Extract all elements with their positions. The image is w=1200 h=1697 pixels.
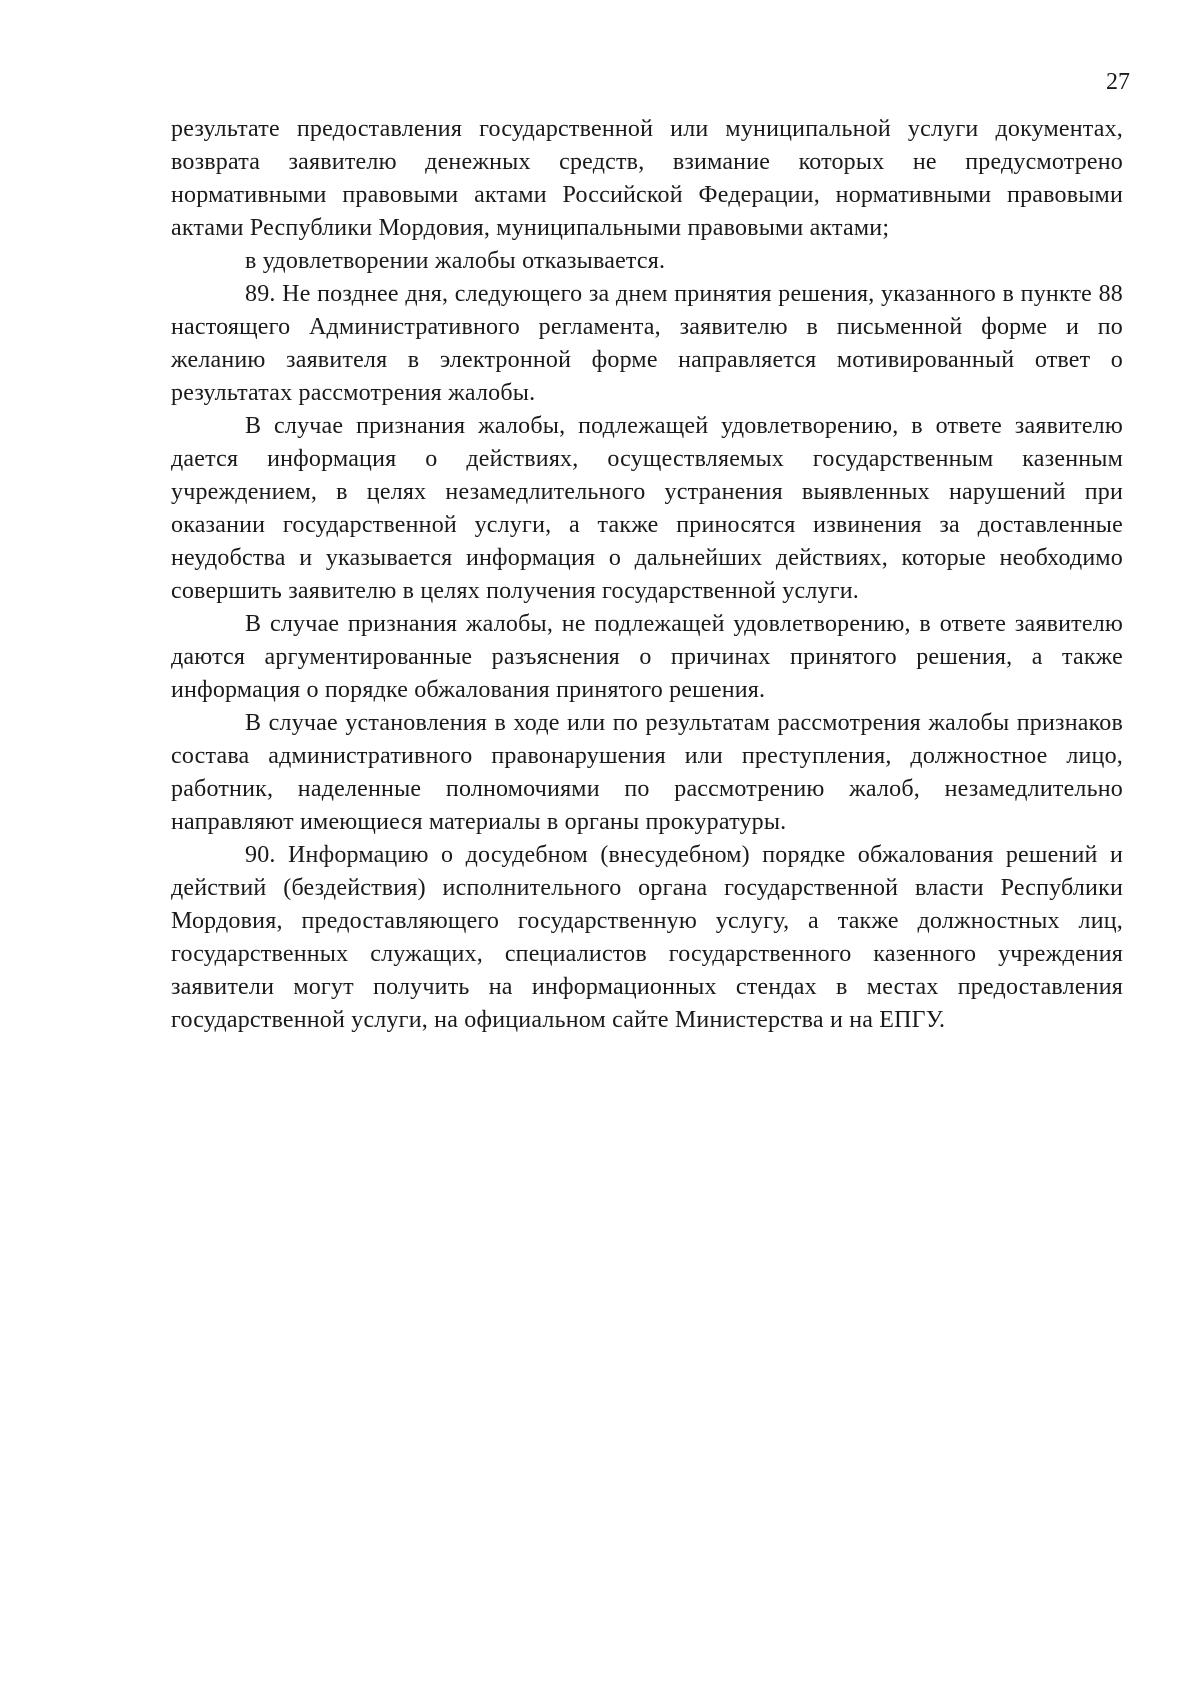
paragraph-violation: В случае установления в ходе или по результатам рассмотрения жалобы признаков состава административного правонарушения или преступления, должностное лицо, работник, наделенные полномочиями по рассмотрению жалоб, незамедлительно направляют имеющиеся материалы в органы прокуратуры. [171,710,1123,835]
paragraph-89: 89. Не позднее дня, следующего за днем принятия решения, указанного в пункте 88 настоящего Административного регламента, заявителю в письменной форме и по желанию заявителя в электронной форме направляется мотивированный ответ о результатах рассмотрения жалобы. [171,281,1123,406]
page-number: 27 [1106,69,1130,95]
paragraph-continuation: результате предоставления государственной или муниципальной услуги документах, возврата заявителю денежных средств, взимание которых не предусмотрено нормативными правовыми актами Российской Федерации, нормативными правовыми актами Республики Мордовия, муниципальными правовыми актами; [171,116,1123,241]
paragraph-complaint-satisfied: В случае признания жалобы, подлежащей удовлетворению, в ответе заявителю дается информация о действиях, осуществляемых государственным казенным учреждением, в целях незамедлительного устранения выявленных нарушений при оказании государственной услуги, а также приносятся извинения за доставленные неудобства и указывается информация о дальнейших действиях, которые необходимо совершить заявителю в целях получения государственной услуги. [171,413,1123,604]
paragraph-90: 90. Информацию о досудебном (внесудебном) порядке обжалования решений и действий (бездействия) исполнительного органа государственной власти Республики Мордовия, предоставляющего государственную услугу, а также должностных лиц, государственных служащих, специалистов государственного казенного учреждения заявители могут получить на информационных стендах в местах предоставления государственной услуги, на официальном сайте Министерства и на ЕПГУ. [171,842,1123,1033]
paragraph-refusal: в удовлетворении жалобы отказывается. [245,248,666,274]
paragraph-complaint-rejected: В случае признания жалобы, не подлежащей удовлетворению, в ответе заявителю даются аргументированные разъяснения о причинах принятого решения, а также информация о порядке обжалования принятого решения. [171,611,1123,703]
document-body [171,113,1123,1037]
